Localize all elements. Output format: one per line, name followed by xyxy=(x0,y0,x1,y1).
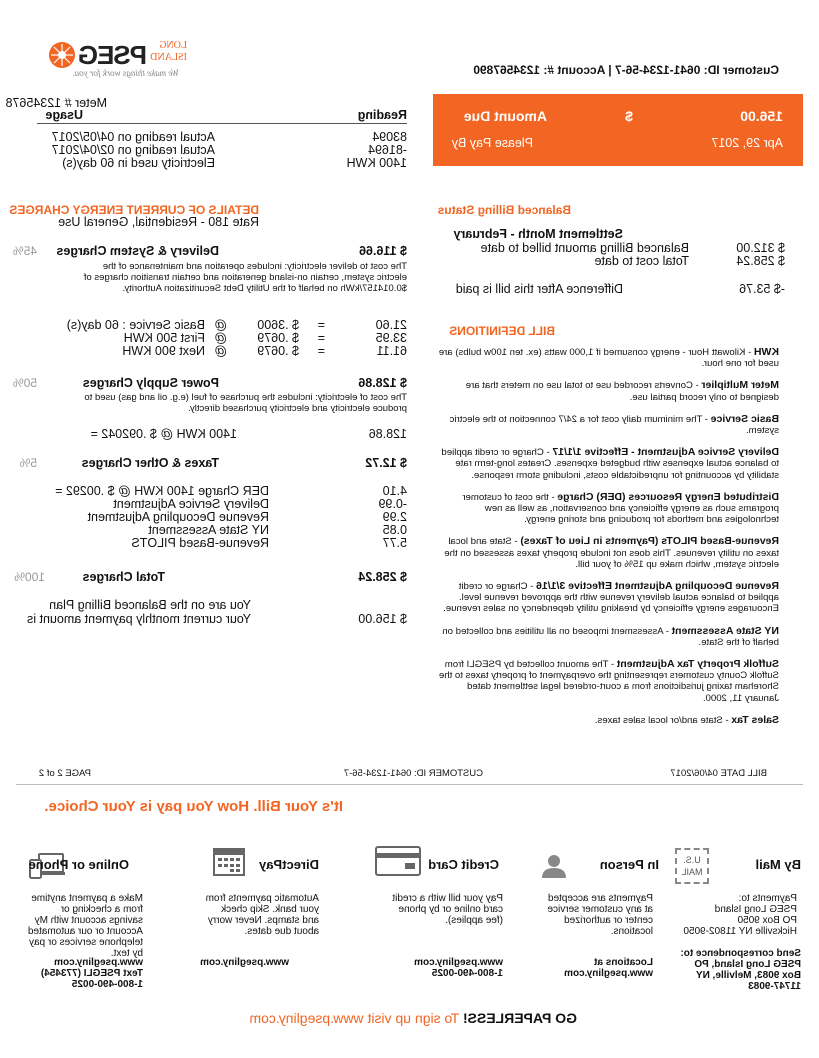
balanced-row-value: $ 258.24 xyxy=(736,254,785,268)
pay-method-contact-line: www.psegliny.com xyxy=(414,957,503,968)
tax-line-value: 2.99 xyxy=(382,510,407,524)
tax-line-value: 0.85 xyxy=(382,523,407,537)
paperless-bold: GO PAPERLESS! xyxy=(462,1010,577,1026)
supply-pct: 50% xyxy=(12,376,37,390)
logo-sub1: LONG xyxy=(159,40,187,51)
delivery-line-eq: = xyxy=(317,344,325,358)
definition-term: KWH xyxy=(753,346,779,358)
delivery-line-eq: = xyxy=(317,331,325,345)
pay-method-desc-line: Hicksville NY 11802-9050 xyxy=(683,926,797,937)
tax-line-value: -0.99 xyxy=(378,497,407,511)
definition-text: - State and local taxes on utility revenues. This does not include property taxes assessed on the electric system, which make up 15% of your bill. xyxy=(444,536,779,570)
tax-line-value: 4.10 xyxy=(382,484,407,498)
tax-line-label: Revenue Decoupling Adjustment xyxy=(87,510,269,524)
taxes-label: Taxes & Other Charges xyxy=(81,456,219,470)
pay-method-desc-line: PO Box 9050 xyxy=(737,915,797,926)
definition-term: Revenue-Based PILOTs (Payments in Lieu of Taxes) xyxy=(520,535,779,548)
definition-term: Meter Multiplier xyxy=(701,379,779,392)
supply-label: Power Supply Charges xyxy=(82,376,219,390)
pay-method-title: Online or Phone xyxy=(28,857,129,872)
pay-method-contact-line: PSEG Long Island, PO xyxy=(694,959,801,970)
pay-method-title: Credit Card xyxy=(428,857,499,872)
meter-row-label: Actual reading on 04/05/2017 xyxy=(51,130,215,144)
meter-number: Meter # 12345678 xyxy=(5,96,107,110)
definition-text: - Converts recorded use to total use on meters that are designed to only record partial use. xyxy=(465,380,779,403)
footer-page: PAGE 2 of 2 xyxy=(38,768,91,779)
meter-col-reading: Reading xyxy=(357,108,407,122)
delivery-line-value: 33.95 xyxy=(375,331,407,345)
meter-row-value: -81694 xyxy=(368,143,407,157)
amount-due-box xyxy=(433,94,803,166)
supply-description: The cost of electricity: includes the purchase of fuel (e.g. oil and gas) used to produce electricity and electricity purchased directly. xyxy=(84,392,407,414)
definition-text: - Charge or credit applied to balance actual expenses with budgeted expenses. Creates long-term rate stability by accounting for unpredictable costs, including storm response. xyxy=(441,447,779,481)
definition-item xyxy=(435,447,779,481)
person-icon xyxy=(541,854,567,878)
definition-text: - State and/or local sales taxes. xyxy=(594,714,732,726)
stamp-line-1: U.S. xyxy=(683,855,701,865)
footer-bill-date: BILL DATE 04/06/2017 xyxy=(670,768,767,779)
pseg-logo xyxy=(47,38,187,80)
balanced-row-label: Total cost to date xyxy=(594,254,689,268)
meter-header-rule xyxy=(37,123,407,124)
pay-method-contact-line: Box 9083, Melville, NY xyxy=(695,970,801,981)
delivery-line-at: @ xyxy=(214,344,227,358)
definition-text: - Assessment imposed on all utilities and collected on behalf of the State. xyxy=(442,625,779,648)
pay-by-label: Please Pay By xyxy=(451,136,533,150)
definition-item xyxy=(435,492,779,526)
supply-line-value: 128.86 xyxy=(368,427,407,441)
definition-term: Delivery Service Adjustment - Effective 1/1/17 xyxy=(552,446,779,459)
delivery-pct: 45% xyxy=(12,244,37,258)
pay-method-desc-line: PSEG Long Island xyxy=(714,904,797,915)
rate-description: Rate 180 - Residential, General Use xyxy=(58,215,259,229)
pay-method-title: By Mail xyxy=(755,857,801,872)
definition-term: NY State Assessment xyxy=(671,624,779,637)
delivery-amount: $ 116.66 xyxy=(359,244,407,258)
meter-row-value: 83094 xyxy=(372,130,407,144)
delivery-line-eq: = xyxy=(317,318,325,332)
meter-row-value: 1400 KWH xyxy=(346,156,407,170)
definition-term: Distributed Energy Resources (DER) Charge xyxy=(557,490,779,503)
pay-method-desc: Payments are accepted at any customer service center or authorized locations. xyxy=(547,893,653,937)
pay-method-contact-line: Text PSEGLI (773454) xyxy=(40,968,143,979)
taxes-pct: 5% xyxy=(19,456,37,470)
balanced-title: Balanced Billing Status xyxy=(437,203,571,217)
pay-method-desc-line: Payments to: xyxy=(738,893,797,904)
paperless-text: To sign up visit www.psegliny.com xyxy=(249,1010,463,1026)
tax-line-label: Delivery Service Adjustment xyxy=(113,497,269,511)
credit-card-icon xyxy=(375,846,421,876)
definition-item xyxy=(435,715,779,726)
meter-row-label: Electricity used in 60 day(s) xyxy=(62,156,215,170)
total-pct: 100% xyxy=(14,570,45,584)
bbp-line-1: You are on the Balanced Billing Plan xyxy=(49,598,251,612)
customer-account-ids: Customer ID: 0641-1234-56-7 | Account #: 1234567890 xyxy=(473,63,779,77)
tax-line-value: 5.77 xyxy=(382,536,407,550)
definition-item xyxy=(435,626,779,648)
stamp-line-2: MAIL xyxy=(681,867,703,877)
pay-method-desc: Pay your bill with a credit card online or by phone (fee applies). xyxy=(392,893,503,926)
calendar-icon xyxy=(213,846,245,876)
delivery-line-at: @ xyxy=(214,331,227,345)
pay-method-desc: Make a payment anytime from a checking or savings account with My Account or our automated telephone services or pay by text. xyxy=(27,893,143,959)
pay-method-contact-line: Send correspondence to: xyxy=(680,948,801,959)
pay-method-contact-line: www.psegliny.com xyxy=(54,957,143,968)
total-label: Total Charges xyxy=(82,570,165,584)
delivery-line-value: 61.11 xyxy=(376,344,407,358)
logo-brand: PSEG xyxy=(78,40,147,70)
delivery-line-rate: $ .0679 xyxy=(257,331,299,345)
definition-item xyxy=(435,380,779,402)
definition-term: Basic Service xyxy=(710,412,779,425)
delivery-line-rate: $ .0679 xyxy=(257,344,299,358)
bbp-line-2: Your current monthly payment amount is xyxy=(27,612,251,626)
amount-due-value: 156.00 xyxy=(740,108,783,124)
supply-line-label: 1400 KWH @ $ .092042 = xyxy=(90,427,237,441)
definition-item xyxy=(435,414,779,436)
definition-term: Sales Tax xyxy=(731,713,779,726)
pay-method-contact-line: 1-800-490-0025 xyxy=(431,968,503,979)
pay-by-date: Apr 29, 2017 xyxy=(711,136,783,150)
paperless-line xyxy=(249,1010,577,1026)
definitions-title: BILL DEFINITIONS xyxy=(449,324,555,338)
charges-title: DETAILS OF CURRENT ENERGY CHARGES xyxy=(9,203,259,217)
delivery-line-rate: $ .3600 xyxy=(257,318,299,332)
settlement-month: Settlement Month - February xyxy=(453,227,623,241)
delivery-description: The cost to deliver electricity: includes operation and maintenance of the electric system, certain on-island generation and certain transition charges of $0.014157/kWh on behalf of the Utility Debt Securitization Authority. xyxy=(83,261,407,294)
pay-method-contact-line: www.psegliny.com xyxy=(564,968,653,979)
definition-text: - Kilowatt Hour - energy consumed if 1,000 watts (ex. ten 100w bulbs) are used for one hour. xyxy=(438,347,779,370)
definition-item xyxy=(435,581,779,615)
definition-text: - The minimum daily cost for a 24/7 connection to the electric system. xyxy=(449,413,779,437)
definition-text: - the cost of customer programs such as energy efficiency and conservation, as well as new technologies and methods for producing and storing energy. xyxy=(462,491,779,526)
definition-item xyxy=(435,347,779,369)
pay-headline: It's Your Bill. How You pay is Your Choice. xyxy=(44,798,343,815)
footer-rule xyxy=(16,784,803,785)
pay-method-contact-line: Locations at xyxy=(594,957,653,968)
definition-text: - Charge or credit applied to balance actual delivery revenue with the approved revenue level. Encourages energy efficiency by breaking utility dependency on sales revenue. xyxy=(443,581,779,615)
taxes-amount: $ 12.72 xyxy=(365,456,407,470)
delivery-line-value: 21.60 xyxy=(375,318,407,332)
logo-sub2: ISLAND xyxy=(150,52,187,63)
bbp-amount: $ 156.00 xyxy=(358,612,407,626)
definition-term: Suffolk Property Tax Adjustment xyxy=(616,658,779,671)
total-amount: $ 258.24 xyxy=(358,570,407,584)
definition-text: - The amount collected by PSEGLI from Suffolk County customers representing the overpayment of property taxes to the Shoreham taxing jurisdictions from a court-ordered legal settlement dated January 11, 2000. xyxy=(438,659,779,704)
pay-method-contact-line: 1-800-490-0025 xyxy=(71,979,143,990)
meter-row-label: Actual reading on 02/04/2017 xyxy=(51,143,215,157)
tax-line-label: Revenue-Based PILOTS xyxy=(131,536,269,550)
stamp-icon xyxy=(675,848,709,884)
difference-label: Difference After this bill is paid xyxy=(455,282,623,296)
pay-method-desc: Automatic payments from your bank. Skip check and stamps. Never worry about due dates. xyxy=(205,893,319,937)
definition-item xyxy=(435,536,779,570)
footer-customer-id: CUSTOMER ID: 0641-1234-56-7 xyxy=(343,768,483,779)
definitions-list xyxy=(435,347,779,737)
tax-line-label: DER Charge 1400 KWH @ $ .00292 = xyxy=(55,484,269,498)
delivery-label: Delivery & System Charges xyxy=(56,244,219,258)
pay-method-contact-line: www.psegliny.com xyxy=(200,957,289,968)
delivery-line-at: @ xyxy=(214,318,227,332)
balanced-row-value: $ 312.00 xyxy=(736,241,785,255)
logo-tagline: We make things work for you. xyxy=(72,68,179,78)
amount-due-label: Amount Due xyxy=(463,108,547,124)
tax-line-label: NY State Assessment xyxy=(148,523,269,537)
supply-amount: $ 128.86 xyxy=(358,376,407,390)
definition-term: Revenue Decoupling Adjustment Effective 3/1/16 xyxy=(536,580,779,593)
definition-item xyxy=(435,659,779,704)
balanced-row-label: Balanced Billing amount billed to date xyxy=(480,241,689,255)
pay-method-title: In Person xyxy=(599,857,659,872)
pay-method-title: DirectPay xyxy=(259,857,319,872)
sun-icon xyxy=(47,40,77,70)
delivery-line-label: Next 900 KWH xyxy=(122,344,205,358)
delivery-line-label: Basic Service : 60 day(s) xyxy=(66,318,205,332)
meter-col-usage: Usage xyxy=(45,108,83,122)
difference-value: -$ 53.76 xyxy=(739,282,785,296)
delivery-line-label: First 500 KWH xyxy=(123,331,205,345)
amount-due-currency: $ xyxy=(625,108,633,124)
pay-method-contact-line: 11747-9083 xyxy=(748,981,801,992)
